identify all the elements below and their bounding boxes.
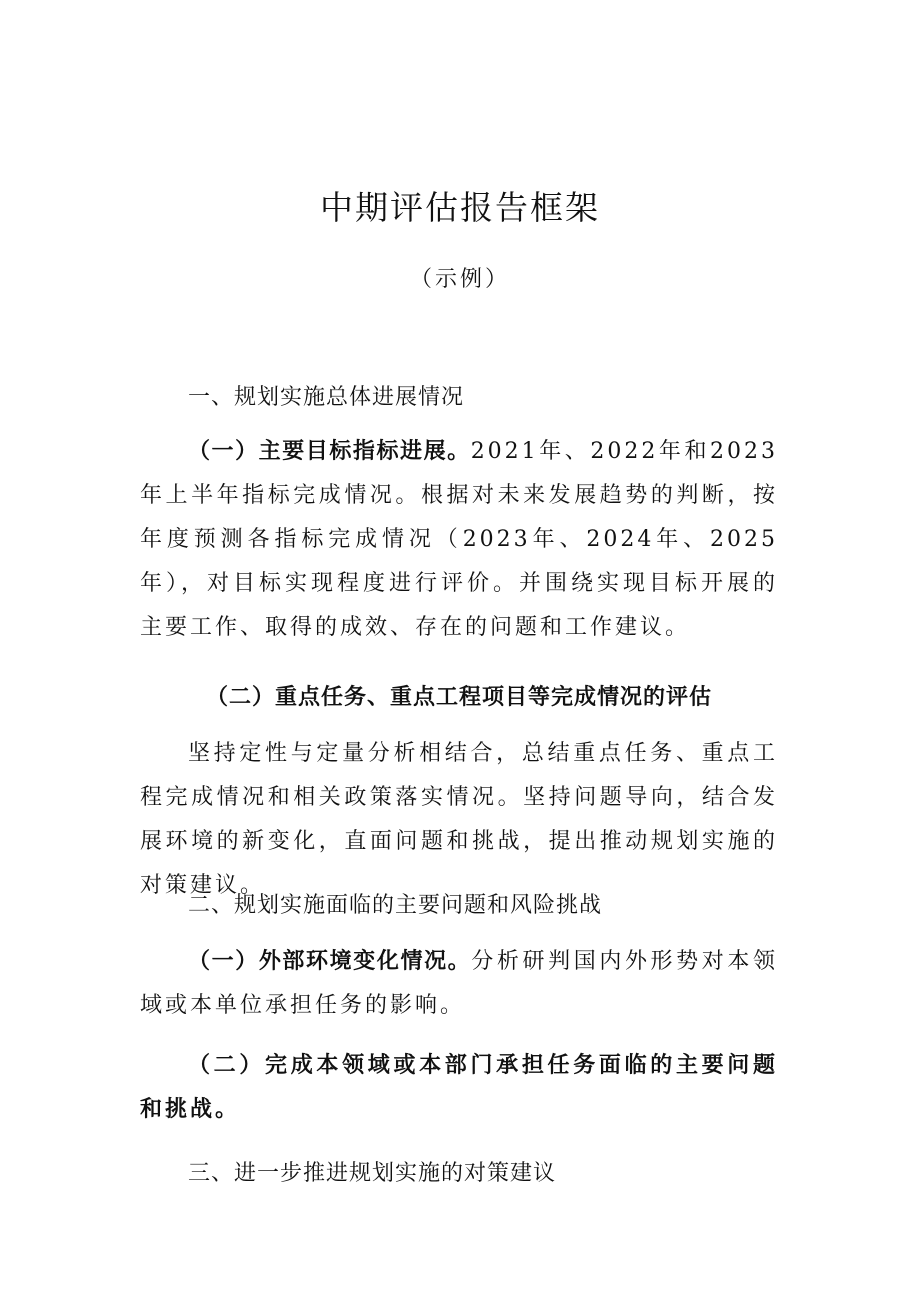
section-1-item-1-lead: （一）主要目标指标进展。 [188, 439, 471, 464]
section-1-item-2-text: 坚持定性与定量分析相结合，总结重点任务、重点工程完成情况和相关政策落实情况。坚持问题导向，结合发展环境的新变化，直面问题和挑战，提出推动规划实施的对策建议。 [140, 741, 778, 898]
document-title: 中期评估报告框架 [320, 188, 600, 227]
section-1-item-1-text: 2021年、2022年和2023年上半年指标完成情况。根据对未来发展趋势的判断，按年度预测各指标完成情况（2023年、2024年、2025年），对目标实现程度进行评价。并围绕实现目标开展的主要工作、取得的成效、存在的问题和工作建议。 [140, 439, 778, 640]
document-subtitle: （示例） [409, 267, 510, 292]
section-2-item-2: （二）完成本领域或本部门承担任务面临的主要问题和挑战。 [140, 1053, 778, 1122]
section-1-heading: 一、规划实施总体进展情况 [188, 385, 465, 410]
section-3-heading: 三、进一步推进规划实施的对策建议 [188, 1161, 557, 1186]
section-2-item-1-lead: （一）外部环境变化情况。 [188, 949, 472, 974]
section-2-heading: 二、规划实施面临的主要问题和风险挑战 [188, 893, 603, 918]
section-2-item-1-text: 分析研判国内外形势对本领域或本单位承担任务的影响。 [140, 949, 778, 1018]
section-1-item-1 [140, 430, 778, 650]
section-2-item-1 [140, 940, 778, 1028]
section-1-item-2-heading: （二）重点任务、重点工程项目等完成情况的评估 [206, 685, 713, 710]
